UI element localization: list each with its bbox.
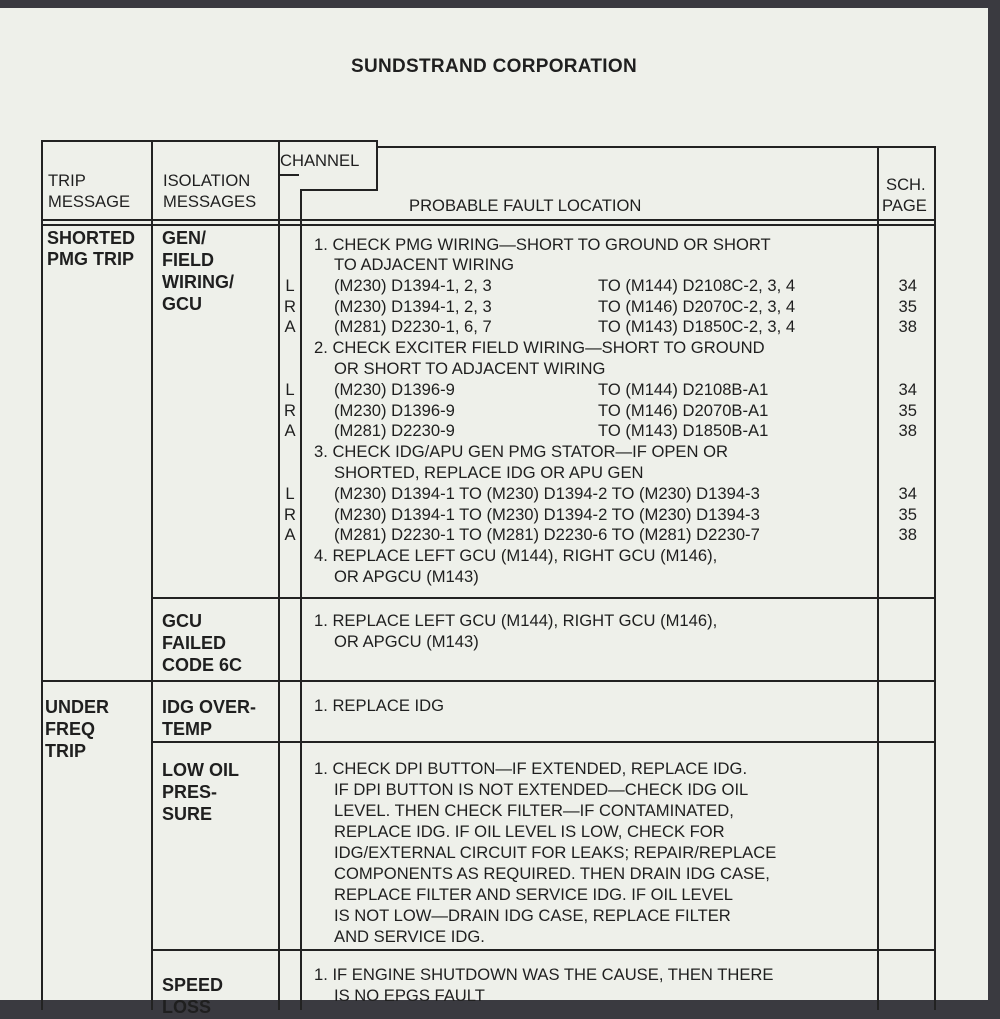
ref-line: (M230) D1394-1 TO (M230) D1394-2 TO (M230) D1394-3 — [334, 484, 760, 503]
trip-underfreq-line3: TRIP — [45, 741, 87, 761]
ref-from: (M230) D1394-1, 2, 3 — [334, 297, 492, 316]
step-text: IS NOT LOW—DRAIN IDG CASE, REPLACE FILTER — [334, 906, 731, 925]
step-text: 1. REPLACE IDG — [314, 696, 445, 715]
col-sep-sch — [877, 146, 879, 1010]
col-sep-trip — [151, 140, 153, 1010]
trip-shorted-line1: SHORTED — [47, 228, 136, 248]
header-channel: CHANNEL — [280, 151, 360, 170]
step-text: 1. IF ENGINE SHUTDOWN WAS THE CAUSE, THEN THERE — [314, 965, 774, 984]
iso-gen-line1: GEN/ — [162, 228, 207, 248]
row-sep-2 — [41, 680, 936, 682]
step-text: IDG/EXTERNAL CIRCUIT FOR LEAKS; REPAIR/REPLACE — [334, 843, 777, 862]
col-sep-iso — [278, 140, 280, 1010]
channel-code: L — [285, 484, 295, 503]
iso-lowoil-line2: PRES- — [162, 782, 218, 802]
step-text: IS NO EPGS FAULT — [334, 986, 485, 1005]
trip-shorted-line2: PMG TRIP — [47, 249, 135, 269]
header-trip-line2: MESSAGE — [48, 192, 131, 211]
channel-code: L — [285, 380, 295, 399]
sch-page: 38 — [898, 421, 917, 440]
step-text: 1. CHECK PMG WIRING—SHORT TO GROUND OR SHORT — [314, 235, 771, 254]
channel-code: R — [284, 297, 296, 316]
ref-from: (M281) D2230-1, 6, 7 — [334, 317, 492, 336]
channel-tab-right — [376, 140, 378, 190]
header-bottom-border-inner — [41, 224, 936, 226]
step-text: LEVEL. THEN CHECK FILTER—IF CONTAMINATED, — [334, 801, 734, 820]
channel-code: L — [285, 276, 295, 295]
header-iso-line2: MESSAGES — [163, 192, 257, 211]
step-text: OR APGCU (M143) — [334, 567, 479, 586]
sch-page: 34 — [898, 380, 917, 399]
step-text: IF DPI BUTTON IS NOT EXTENDED—CHECK IDG OIL — [334, 780, 749, 799]
iso-idg-line2: TEMP — [162, 719, 213, 739]
step-text: 1. CHECK DPI BUTTON—IF EXTENDED, REPLACE IDG. — [314, 759, 748, 778]
channel-code: R — [284, 505, 296, 524]
ref-to: TO (M143) D1850C-2, 3, 4 — [598, 317, 796, 336]
header-trip-line1: TRIP — [48, 171, 86, 190]
header-iso-line1: ISOLATION — [163, 171, 251, 190]
channel-tab-bottom — [300, 189, 378, 191]
channel-code: A — [284, 421, 296, 440]
sch-page: 35 — [898, 297, 917, 316]
sch-page: 38 — [898, 317, 917, 336]
step-text: 1. REPLACE LEFT GCU (M144), RIGHT GCU (M146), — [314, 611, 718, 630]
step-text: COMPONENTS AS REQUIRED. THEN DRAIN IDG CASE, — [334, 864, 770, 883]
header-sch-line1: SCH. — [886, 175, 926, 194]
table-top-border-right — [378, 146, 935, 148]
ref-to: TO (M144) D2108B-A1 — [598, 380, 769, 399]
iso-gen-line3: WIRING/ — [162, 272, 234, 292]
iso-gcu-line3: CODE 6C — [162, 655, 243, 675]
ref-line: (M281) D2230-1 TO (M281) D2230-6 TO (M281) D2230-7 — [334, 525, 760, 544]
ref-from: (M230) D1394-1, 2, 3 — [334, 276, 492, 295]
step-text: REPLACE IDG. IF OIL LEVEL IS LOW, CHECK FOR — [334, 822, 725, 841]
trip-underfreq-line1: UNDER — [45, 697, 110, 717]
row-sep-3 — [151, 741, 936, 743]
step-text: 4. REPLACE LEFT GCU (M144), RIGHT GCU (M146), — [314, 546, 718, 565]
step-text: 2. CHECK EXCITER FIELD WIRING—SHORT TO GROUND — [314, 338, 765, 357]
ref-to: TO (M146) D2070B-A1 — [598, 401, 769, 420]
channel-code: R — [284, 401, 296, 420]
iso-gcu-line1: GCU — [162, 611, 202, 631]
header-sch-line2: PAGE — [882, 196, 927, 215]
header-fault: PROBABLE FAULT LOCATION — [409, 196, 642, 215]
company-heading: SUNDSTRAND CORPORATION — [351, 56, 637, 77]
iso-speed-line2: LOSS — [162, 997, 212, 1017]
row-sep-4 — [151, 949, 936, 951]
ref-to: TO (M144) D2108C-2, 3, 4 — [598, 276, 796, 295]
trip-underfreq-line2: FREQ — [45, 719, 96, 739]
step-text: REPLACE FILTER AND SERVICE IDG. IF OIL LEVEL — [334, 885, 733, 904]
ref-from: (M230) D1396-9 — [334, 380, 455, 399]
step-text: 3. CHECK IDG/APU GEN PMG STATOR—IF OPEN OR — [314, 442, 728, 461]
step-text: OR SHORT TO ADJACENT WIRING — [334, 359, 606, 378]
manual-page — [0, 8, 988, 1017]
sch-page: 34 — [898, 276, 917, 295]
channel-code: A — [284, 525, 296, 544]
ref-to: TO (M146) D2070C-2, 3, 4 — [598, 297, 796, 316]
iso-speed-line1: SPEED — [162, 975, 224, 995]
sch-page: 35 — [898, 505, 917, 524]
iso-lowoil-line1: LOW OIL — [162, 760, 239, 780]
channel-tab-underline — [278, 174, 299, 176]
table-left-border — [41, 140, 43, 1010]
channel-code: A — [284, 317, 296, 336]
iso-gen-line4: GCU — [162, 294, 202, 314]
row-sep-1 — [151, 597, 936, 599]
header-bottom-border — [41, 219, 936, 221]
ref-to: TO (M143) D1850B-A1 — [598, 421, 769, 440]
ref-from: (M230) D1396-9 — [334, 401, 455, 420]
sch-page: 35 — [898, 401, 917, 420]
iso-idg-line1: IDG OVER- — [162, 697, 257, 717]
sch-page: 38 — [898, 525, 917, 544]
channel-tab-top — [278, 140, 378, 142]
col-sep-channel — [300, 191, 302, 1010]
ref-line: (M230) D1394-1 TO (M230) D1394-2 TO (M230) D1394-3 — [334, 505, 760, 524]
ref-from: (M281) D2230-9 — [334, 421, 455, 440]
iso-lowoil-line3: SURE — [162, 804, 213, 824]
iso-gcu-line2: FAILED — [162, 633, 227, 653]
iso-gen-line2: FIELD — [162, 250, 214, 270]
step-text: OR APGCU (M143) — [334, 632, 479, 651]
step-text: SHORTED, REPLACE IDG OR APU GEN — [334, 463, 644, 482]
step-text: AND SERVICE IDG. — [334, 927, 485, 946]
table-top-border — [41, 140, 279, 142]
sch-page: 34 — [898, 484, 917, 503]
step-text: TO ADJACENT WIRING — [334, 255, 515, 274]
table-right-border — [934, 146, 936, 1010]
